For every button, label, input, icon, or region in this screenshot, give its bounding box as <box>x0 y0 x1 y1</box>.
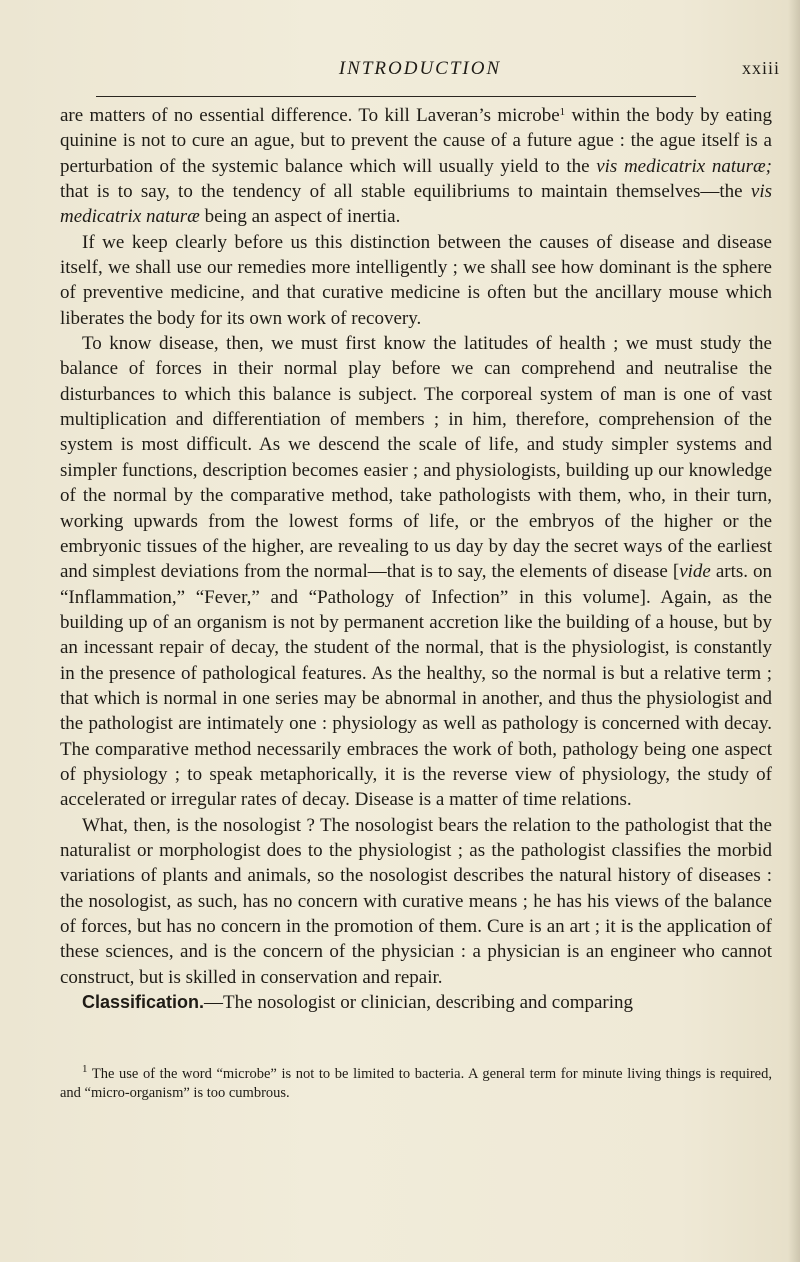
text-run: To know disease, then, we must first know the latitudes of health ; we must study the balance of forces in their normal play before we can comprehend and neutralise the disturbances to which this balance is subject. The corporeal system of man is one of vast multiplication and differentiation of members ; in him, therefore, comprehension of the system is most difficult. As we descend the scale of life, and study simpler systems and simpler functions, description becomes easier ; and physiologists, building up our knowledge of the normal by the comparative method, take pathologists with them, who, in their turn, working upwards from the lowest forms of life, or the embryos of the higher or the embryonic tissues of the higher, are revealing to us day by day the secret ways of the earliest and simplest deviations from the normal—that is to say, the elements of disease [ <box>60 333 772 583</box>
text-run: that is to say, to the tendency of all stable equilibriums to maintain themselves—the <box>60 181 751 203</box>
text-run: being an aspect of inertia. <box>199 206 401 228</box>
text-run: If we keep clearly before us this distinction between the causes of disease and disease itself, we shall use our remedies more intelligently ; we shall see how dominant is the sphere of preventive medicine, and that curative medicine is often but the ancillary mouse which liberates the body for its own work of recovery. <box>60 231 772 329</box>
body-text <box>60 103 772 1015</box>
header-rule <box>96 96 696 97</box>
text-run: What, then, is the nosologist ? The nosologist bears the relation to the pathologist that the naturalist or morphologist does to the physiologist ; as the pathologist classifies the morbid variations of plants and animals, so the nosologist describes the natural history of diseases : the nosologist, as such, has no concern with curative means ; he has his views of the balance of forces, but has no concern in the promotion of them. Cure is an art ; it is the application of these sciences, and is the concern of the physician : a physician is an engineer who cannot construct, but is skilled in conservation and repair. <box>60 814 772 988</box>
text-run: —The nosologist or clinician, describing and comparing <box>204 992 634 1014</box>
footnote-reference: 1 <box>559 106 566 118</box>
italic-text: vis medicatrix naturæ <box>60 181 772 228</box>
text-run: arts. on “Inflammation,” “Fever,” and “Pathology of Infection” in this volume]. Again, as the building up of an organism is not by permanent accretion like the building of a house, but by an incessant repair of decay, the student of the normal, that is the physiologist, is constantly in the presence of pathological features. As the healthy, so the normal is but a relative term ; that which is normal in one series may be abnormal in another, and thus the physiologist and the pathologist are intimately one : physiology as well as pathology is concerned with decay. The comparative method necessarily embraces the work of both, pathology being one aspect of physiology ; to speak metaphorically, it is the reverse view of physiology, the study of accelerated or irregular rates of decay. Disease is a matter of time relations. <box>60 561 772 811</box>
paragraph <box>60 813 772 990</box>
paragraph <box>60 331 772 813</box>
page-edge-shadow <box>788 0 800 1262</box>
paragraph <box>60 103 772 230</box>
paragraph <box>60 990 772 1015</box>
paragraph <box>60 230 772 331</box>
page-header <box>60 52 780 84</box>
running-title: INTRODUCTION <box>338 58 502 79</box>
footnote-text: The use of the word “microbe” is not to be limited to bacteria. A general term for minute living things is required, and “micro-organism” is too cumbrous. <box>60 1066 772 1101</box>
italic-text: vis medicatrix naturæ; <box>596 155 772 177</box>
footnote-paragraph <box>60 1065 772 1103</box>
footnote-marker: 1 <box>82 1063 88 1075</box>
footnote <box>60 1065 772 1103</box>
italic-text: vide <box>679 561 711 583</box>
page-number: xxiii <box>741 58 780 78</box>
section-sidehead: Classification. <box>82 992 205 1013</box>
text-run: within the body by eating quinine is not to cure an ague, but to prevent the cause of a future ague : the ague itself is a perturbation of the systemic balance which will usually yield to the <box>60 105 772 177</box>
text-run: are matters of no essential difference. To kill Laveran’s microbe <box>60 105 560 126</box>
